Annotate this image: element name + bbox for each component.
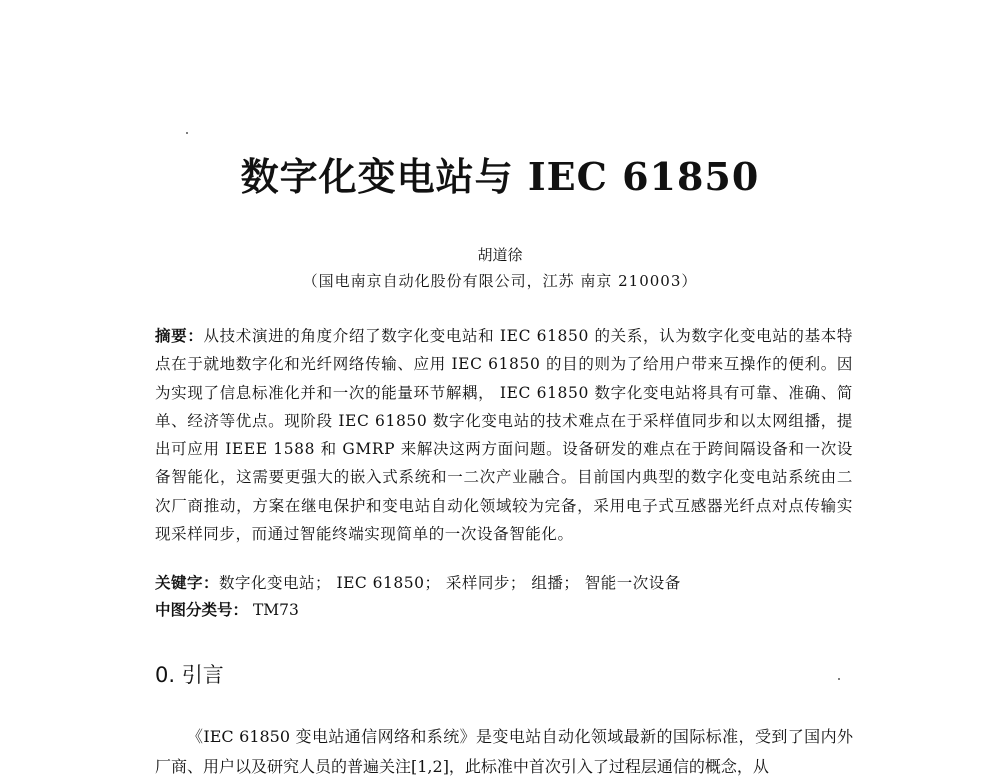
paper-title: 数字化变电站与 IEC 61850 <box>240 154 760 199</box>
classification-line <box>155 597 853 623</box>
keywords-text: 数字化变电站； IEC 61850； 采样同步； 组播； 智能一次设备 <box>219 574 681 592</box>
classification-label: 中图分类号： <box>155 601 249 619</box>
section-heading-introduction: 0. 引言 <box>155 663 224 687</box>
author-affiliation: （国电南京自动化股份有限公司，江苏 南京 210003） <box>302 272 698 290</box>
scan-speck-top <box>186 132 188 134</box>
author-name: 胡道徐 <box>477 246 523 264</box>
intro-paragraph: 《IEC 61850 变电站通信网络和系统》是变电站自动化领域最新的国际标准，受到了国内外厂商、用户以及研究人员的普遍关注[1,2]，此标准中首次引入了过程层通信的概念，从 <box>155 727 853 776</box>
abstract-label: 摘要： <box>155 327 204 345</box>
keywords-line <box>155 570 853 596</box>
abstract-paragraph <box>155 322 853 548</box>
abstract-text: 从技术演进的角度介绍了数字化变电站和 IEC 61850 的关系，认为数字化变电站的基本特点在于就地数字化和光纤网络传输、应用 IEC 61850 的目的则为了给用户带来互操作的便利。因为实现了信息标准化并和一次的能量环节解耦， IEC 61850 数字化变电站将具有可靠、准确、简单、经济等优点。现阶段 IEC 61850 数字化变电站的技术难点在于采样值同步和以太网组播，提出可应用 IEEE 1588 和 GMRP 来解决这两方面问题。设备研发的难点在于跨间隔设备和一次设备智能化，这需要更强大的嵌入式系统和一二次产业融合。目前国内典型的数字化变电站系统由二次厂商推动，方案在继电保护和变电站自动化领域较为完备，采用电子式互感器光纤点对点传输实现采样同步，而通过智能终端实现简单的一次设备智能化。 <box>155 327 853 544</box>
classification-code: TM73 <box>252 601 299 619</box>
keywords-label: 关键字： <box>155 574 220 592</box>
scan-speck-right <box>838 678 840 680</box>
